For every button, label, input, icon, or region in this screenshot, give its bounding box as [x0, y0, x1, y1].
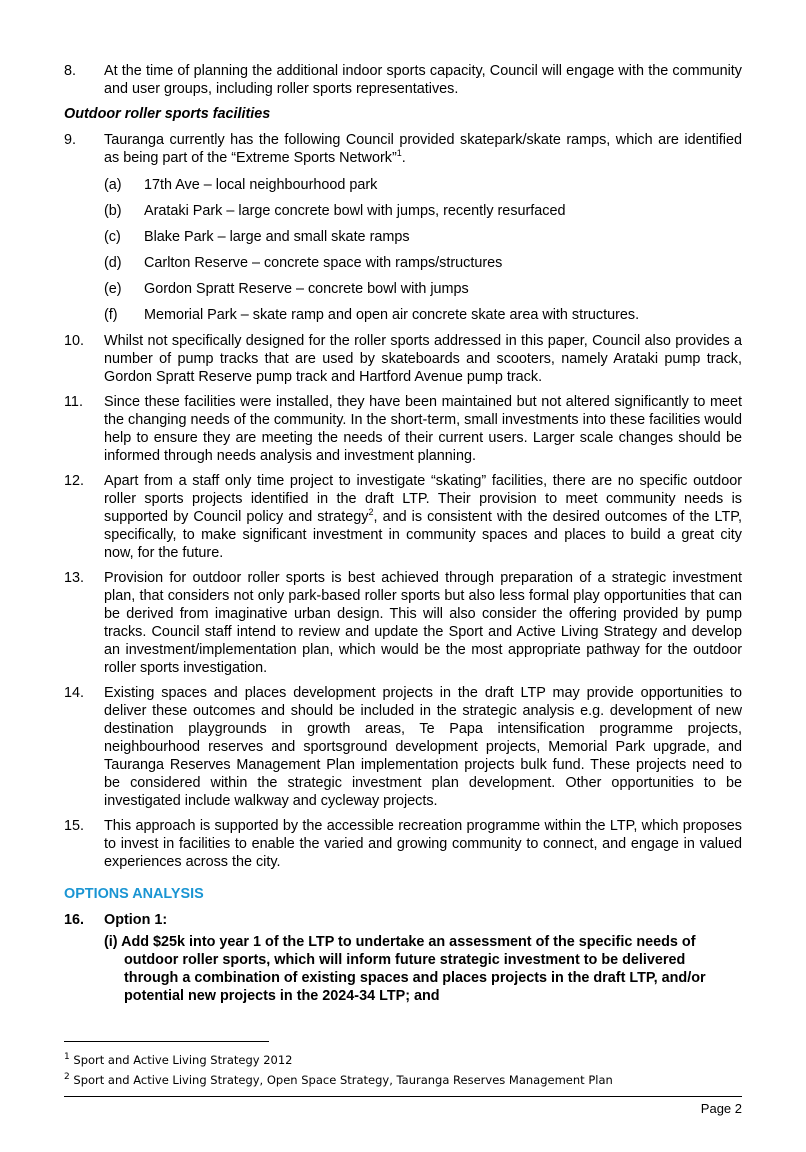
paragraph-12 — [64, 472, 742, 562]
subheading-outdoor-roller-sports: Outdoor roller sports facilities — [64, 106, 271, 122]
paragraph-text: At the time of planning the additional indoor sports capacity, Council will engage with the community and user groups, including roller sports representatives. — [104, 63, 742, 97]
paragraph-16 — [64, 911, 742, 929]
option-item-roman: (i) — [104, 934, 118, 950]
paragraph-text: Apart from a staff only time project to investigate “skating” facilities, there are no specific outdoor roller sports projects identified in the draft LTP. Their provision to meet community needs is supported by Council policy and strategy — [104, 473, 742, 525]
list-item-text: Gordon Spratt Reserve – concrete bowl with jumps — [144, 281, 469, 297]
list-item — [64, 254, 742, 272]
option-item-text: Add $25k into year 1 of the LTP to undertake an assessment of the specific needs of outdoor roller sports, which will inform future strategic investment to be delivered through a combination of existing spaces and places projects in the draft LTP, and/or potential new projects in the 2024-34 LTP; and — [121, 934, 706, 1004]
paragraph-8 — [64, 62, 742, 98]
list-item — [64, 176, 742, 194]
list-item-letter: (d) — [104, 255, 122, 271]
footnote-text: Sport and Active Living Strategy, Open Space Strategy, Tauranga Reserves Management Plan — [69, 1073, 613, 1087]
footnote-ref: 2 — [368, 507, 374, 518]
paragraph-number: 9. — [64, 132, 77, 148]
paragraph-number: 13. — [64, 570, 85, 586]
paragraph-number: 8. — [64, 63, 77, 79]
option-item — [104, 933, 742, 1005]
list-item — [64, 202, 742, 220]
paragraph-text-tail: . — [401, 150, 406, 166]
list-item — [64, 280, 742, 298]
list-item-text: Arataki Park – large concrete bowl with jumps, recently resurfaced — [144, 203, 566, 219]
page-number: Page 2 — [700, 1101, 742, 1116]
paragraph-number: 16. — [64, 912, 85, 928]
section-heading-options-analysis: OPTIONS ANALYSIS — [64, 886, 204, 902]
footer-separator — [64, 1096, 742, 1097]
paragraph-number: 11. — [64, 394, 83, 410]
paragraph-text: Provision for outdoor roller sports is best achieved through preparation of a strategic investment plan, that considers not only park-based roller sports but also less formal play opportunities that can be derived from imaginative urban design. This will also consider the offering provided by pump tracks. Council staff intend to review and update the Sport and Active Living Strategy and develop an investment/implementation plan, which would be the most appropriate pathway for the outdoor roller sports investigation. — [104, 570, 742, 676]
list-item-text: Memorial Park – skate ramp and open air concrete skate area with structures. — [144, 307, 640, 323]
footnote-separator — [64, 1041, 269, 1042]
paragraph-text: Whilst not specifically designed for the roller sports addressed in this paper, Council also provides a number of pump tracks that are used by skateboards and scooters, namely Arataki pump track, Gordon Spratt Reserve pump track and Hartford Avenue pump track. — [104, 333, 742, 385]
footnote-number: 2 — [64, 1072, 70, 1083]
paragraph-text: Existing spaces and places development projects in the draft LTP may provide opportunities to deliver these outcomes and should be included in the strategic analysis e.g. development of new destination playgrounds in growth areas, Te Papa intensification programme projects, neighbourhood reserves and sportsground development projects, Memorial Park upgrade, and Tauranga Reserves Management Plan implementation projects bulk fund. These projects need to be considered within the strategic investment plan development. Other opportunities to be investigated include walkway and cycleway projects. — [104, 685, 742, 809]
paragraph-11 — [64, 393, 742, 465]
footnote — [64, 1050, 613, 1070]
paragraph-label: Option 1: — [104, 912, 168, 928]
document-body — [64, 62, 742, 1005]
paragraph-15 — [64, 817, 742, 871]
list-item-text: Carlton Reserve – concrete space with ramps/structures — [144, 255, 503, 271]
footnote-text: Sport and Active Living Strategy 2012 — [69, 1053, 293, 1067]
list-item-text: Blake Park – large and small skate ramps — [144, 229, 410, 245]
list-item — [64, 306, 742, 324]
list-item-letter: (b) — [104, 203, 122, 219]
paragraph-text: This approach is supported by the accessible recreation programme within the LTP, which proposes to invest in facilities to enable the varied and growing community to connect, and engage in valued experiences across the city. — [104, 818, 742, 870]
footnotes — [64, 1050, 613, 1090]
footnote — [64, 1070, 613, 1090]
paragraph-number: 14. — [64, 685, 85, 701]
paragraph-10 — [64, 332, 742, 386]
paragraph-number: 12. — [64, 473, 85, 489]
paragraph-text: Tauranga currently has the following Council provided skatepark/skate ramps, which are identified as being part of the “Extreme Sports Network” — [104, 132, 742, 166]
list-item-letter: (e) — [104, 281, 122, 297]
paragraph-13 — [64, 569, 742, 677]
list-item-letter: (a) — [104, 177, 122, 193]
list-item-letter: (f) — [104, 307, 118, 323]
paragraph-text: Since these facilities were installed, they have been maintained but not altered significantly to meet the changing needs of the community. In the short-term, small investments into these facilities would help to ensure they are meeting the needs of their current users. Larger scale changes should be informed through needs analysis and investment planning. — [104, 394, 742, 464]
paragraph-number: 10. — [64, 333, 85, 349]
footnote-ref: 1 — [396, 148, 402, 159]
list-item-letter: (c) — [104, 229, 121, 245]
paragraph-9 — [64, 131, 742, 167]
paragraph-number: 15. — [64, 818, 85, 834]
list-item — [64, 228, 742, 246]
paragraph-14 — [64, 684, 742, 810]
list-item-text: 17th Ave – local neighbourhood park — [144, 177, 378, 193]
footnote-number: 1 — [64, 1052, 70, 1063]
paragraph-text-tail: , and is consistent with the desired outcomes of the LTP, specifically, to make significant investment in community spaces and places to build a great city now, for the future. — [104, 509, 742, 561]
